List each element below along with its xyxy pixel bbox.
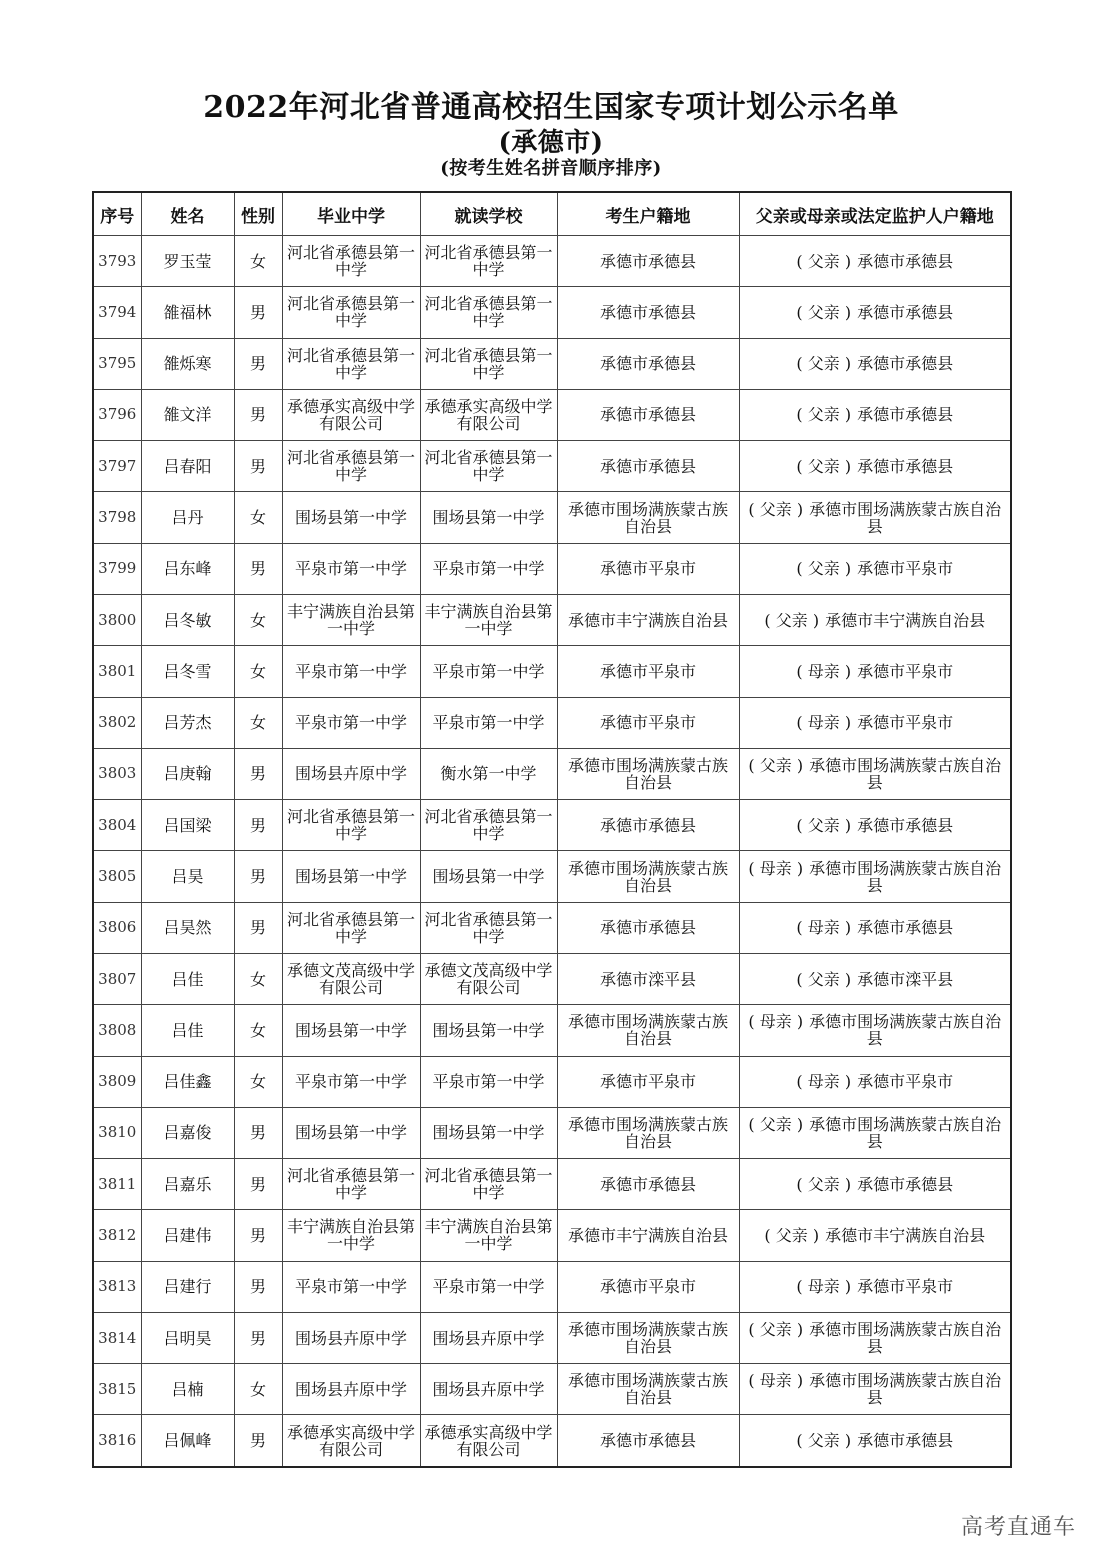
cell-current-school: 河北省承德县第一中学 — [420, 338, 557, 389]
table-row — [93, 748, 1011, 799]
cell-graduated-school: 河北省承德县第一中学 — [282, 236, 420, 287]
cell-name: 吕建行 — [141, 1261, 234, 1312]
cell-index: 3796 — [93, 389, 141, 440]
cell-hukou: 承德市承德县 — [557, 1159, 739, 1210]
cell-graduated-school: 河北省承德县第一中学 — [282, 800, 420, 851]
table-row — [93, 851, 1011, 902]
guardian-location: 承德市平泉市 — [857, 661, 954, 681]
cell-name: 吕明昊 — [141, 1312, 234, 1363]
cell-graduated-school: 河北省承德县第一中学 — [282, 902, 420, 953]
cell-index: 3795 — [93, 338, 141, 389]
guardian-location: 承德市丰宁满族自治县 — [825, 610, 986, 630]
header-index: 序号 — [93, 192, 141, 236]
cell-current-school: 平泉市第一中学 — [420, 646, 557, 697]
cell-current-school: 河北省承德县第一中学 — [420, 1159, 557, 1210]
cell-hukou: 承德市围场满族蒙古族自治县 — [557, 748, 739, 799]
table-row — [93, 1312, 1011, 1363]
cell-sex: 男 — [234, 1415, 282, 1467]
cell-name: 吕昊然 — [141, 902, 234, 953]
cell-graduated-school: 平泉市第一中学 — [282, 646, 420, 697]
cell-sex: 女 — [234, 1056, 282, 1107]
cell-hukou: 承德市围场满族蒙古族自治县 — [557, 492, 739, 543]
cell-hukou: 承德市围场满族蒙古族自治县 — [557, 1312, 739, 1363]
guardian-location: 承德市承德县 — [857, 1174, 954, 1194]
cell-guardian-hukou — [739, 1210, 1011, 1261]
page-subtitle-city: (承德市) — [498, 128, 604, 158]
cell-name: 罗玉莹 — [141, 236, 234, 287]
cell-guardian-hukou — [739, 543, 1011, 594]
cell-name: 雒福林 — [141, 287, 234, 338]
guardian-location: 承德市承德县 — [857, 354, 954, 374]
cell-hukou: 承德市滦平县 — [557, 953, 739, 1004]
cell-sex: 男 — [234, 1312, 282, 1363]
cell-guardian-hukou — [739, 646, 1011, 697]
guardian-relation: ( 父亲 ) — [796, 815, 852, 835]
cell-current-school: 承德承实高级中学有限公司 — [420, 389, 557, 440]
cell-index: 3793 — [93, 236, 141, 287]
cell-sex: 女 — [234, 697, 282, 748]
cell-name: 吕冬敏 — [141, 594, 234, 645]
guardian-location: 承德市围场满族蒙古族自治县 — [809, 499, 1002, 536]
cell-guardian-hukou — [739, 902, 1011, 953]
cell-index: 3810 — [93, 1107, 141, 1158]
guardian-location: 承德市平泉市 — [857, 1072, 954, 1092]
guardian-location: 承德市围场满族蒙古族自治县 — [809, 858, 1002, 895]
cell-sex: 男 — [234, 543, 282, 594]
cell-guardian-hukou — [739, 338, 1011, 389]
guardian-relation: ( 父亲 ) — [796, 251, 852, 271]
cell-name: 吕佩峰 — [141, 1415, 234, 1467]
cell-sex: 男 — [234, 851, 282, 902]
cell-index: 3813 — [93, 1261, 141, 1312]
guardian-location: 承德市围场满族蒙古族自治县 — [809, 1012, 1002, 1049]
guardian-relation: ( 父亲 ) — [748, 755, 804, 775]
cell-name: 雒烁寒 — [141, 338, 234, 389]
cell-current-school: 围场县卉原中学 — [420, 1364, 557, 1415]
cell-name: 吕楠 — [141, 1364, 234, 1415]
cell-index: 3815 — [93, 1364, 141, 1415]
guardian-relation: ( 父亲 ) — [796, 1431, 852, 1451]
cell-index: 3812 — [93, 1210, 141, 1261]
watermark: 高考直通车 — [960, 1515, 1076, 1540]
guardian-relation: ( 父亲 ) — [764, 610, 820, 630]
cell-graduated-school: 围场县第一中学 — [282, 492, 420, 543]
guardian-relation: ( 父亲 ) — [748, 499, 804, 519]
cell-name: 吕建伟 — [141, 1210, 234, 1261]
header-name: 姓名 — [141, 192, 234, 236]
cell-current-school: 承德文茂高级中学有限公司 — [420, 953, 557, 1004]
cell-graduated-school: 平泉市第一中学 — [282, 697, 420, 748]
cell-hukou: 承德市围场满族蒙古族自治县 — [557, 1364, 739, 1415]
cell-current-school: 围场县第一中学 — [420, 851, 557, 902]
cell-guardian-hukou — [739, 851, 1011, 902]
cell-index: 3804 — [93, 800, 141, 851]
cell-current-school: 围场县卉原中学 — [420, 1312, 557, 1363]
guardian-location: 承德市承德县 — [857, 918, 954, 938]
cell-graduated-school: 围场县第一中学 — [282, 851, 420, 902]
cell-hukou: 承德市平泉市 — [557, 1056, 739, 1107]
cell-name: 吕嘉乐 — [141, 1159, 234, 1210]
cell-current-school: 平泉市第一中学 — [420, 543, 557, 594]
table-row — [93, 1056, 1011, 1107]
guardian-relation: ( 父亲 ) — [796, 354, 852, 374]
table-row — [93, 1107, 1011, 1158]
guardian-location: 承德市围场满族蒙古族自治县 — [809, 1371, 1002, 1408]
guardian-relation: ( 母亲 ) — [748, 1012, 804, 1032]
guardian-relation: ( 父亲 ) — [748, 1320, 804, 1340]
guardian-relation: ( 父亲 ) — [796, 1174, 852, 1194]
cell-current-school: 围场县第一中学 — [420, 1005, 557, 1056]
cell-sex: 女 — [234, 236, 282, 287]
header-guardian-hukou: 父亲或母亲或法定监护人户籍地 — [739, 192, 1011, 236]
guardian-location: 承德市承德县 — [857, 456, 954, 476]
cell-index: 3807 — [93, 953, 141, 1004]
cell-sex: 女 — [234, 1005, 282, 1056]
cell-current-school: 丰宁满族自治县第一中学 — [420, 594, 557, 645]
guardian-relation: ( 母亲 ) — [748, 1371, 804, 1391]
cell-guardian-hukou — [739, 492, 1011, 543]
cell-guardian-hukou — [739, 1056, 1011, 1107]
cell-graduated-school: 围场县第一中学 — [282, 1005, 420, 1056]
table-row — [93, 1415, 1011, 1467]
cell-graduated-school: 平泉市第一中学 — [282, 1056, 420, 1107]
cell-index: 3809 — [93, 1056, 141, 1107]
guardian-location: 承德市围场满族蒙古族自治县 — [809, 755, 1002, 792]
cell-hukou: 承德市承德县 — [557, 338, 739, 389]
guardian-relation: ( 父亲 ) — [796, 405, 852, 425]
cell-guardian-hukou — [739, 389, 1011, 440]
cell-hukou: 承德市围场满族蒙古族自治县 — [557, 1005, 739, 1056]
cell-name: 吕佳鑫 — [141, 1056, 234, 1107]
roster-table — [92, 191, 1012, 1468]
cell-hukou: 承德市承德县 — [557, 902, 739, 953]
cell-name: 吕春阳 — [141, 441, 234, 492]
table-header-row — [93, 192, 1011, 236]
table-row — [93, 1261, 1011, 1312]
guardian-relation: ( 父亲 ) — [796, 302, 852, 322]
cell-guardian-hukou — [739, 1364, 1011, 1415]
cell-name: 吕昊 — [141, 851, 234, 902]
cell-current-school: 河北省承德县第一中学 — [420, 236, 557, 287]
page-title: 2022年河北省普通高校招生国家专项计划公示名单 — [203, 90, 899, 125]
cell-graduated-school: 围场县卉原中学 — [282, 1312, 420, 1363]
cell-guardian-hukou — [739, 1312, 1011, 1363]
cell-graduated-school: 承德文茂高级中学有限公司 — [282, 953, 420, 1004]
cell-name: 吕冬雪 — [141, 646, 234, 697]
guardian-relation: ( 母亲 ) — [796, 713, 852, 733]
cell-sex: 男 — [234, 902, 282, 953]
guardian-location: 承德市围场满族蒙古族自治县 — [809, 1320, 1002, 1357]
cell-guardian-hukou — [739, 287, 1011, 338]
cell-sex: 男 — [234, 1261, 282, 1312]
cell-hukou: 承德市承德县 — [557, 441, 739, 492]
cell-guardian-hukou — [739, 1107, 1011, 1158]
cell-index: 3799 — [93, 543, 141, 594]
table-row — [93, 594, 1011, 645]
cell-name: 吕丹 — [141, 492, 234, 543]
cell-current-school: 承德承实高级中学有限公司 — [420, 1415, 557, 1467]
cell-sex: 女 — [234, 492, 282, 543]
cell-graduated-school: 平泉市第一中学 — [282, 543, 420, 594]
cell-guardian-hukou — [739, 594, 1011, 645]
table-row — [93, 697, 1011, 748]
cell-guardian-hukou — [739, 1415, 1011, 1467]
cell-guardian-hukou — [739, 953, 1011, 1004]
cell-hukou: 承德市围场满族蒙古族自治县 — [557, 1107, 739, 1158]
table-row — [93, 236, 1011, 287]
cell-graduated-school: 丰宁满族自治县第一中学 — [282, 594, 420, 645]
cell-name: 吕嘉俊 — [141, 1107, 234, 1158]
header-current-school: 就读学校 — [420, 192, 557, 236]
cell-hukou: 承德市围场满族蒙古族自治县 — [557, 851, 739, 902]
table-row — [93, 389, 1011, 440]
cell-sex: 女 — [234, 594, 282, 645]
cell-current-school: 平泉市第一中学 — [420, 697, 557, 748]
cell-hukou: 承德市承德县 — [557, 287, 739, 338]
table-row — [93, 441, 1011, 492]
cell-hukou: 承德市承德县 — [557, 236, 739, 287]
cell-index: 3797 — [93, 441, 141, 492]
cell-index: 3794 — [93, 287, 141, 338]
cell-index: 3802 — [93, 697, 141, 748]
cell-current-school: 河北省承德县第一中学 — [420, 287, 557, 338]
cell-guardian-hukou — [739, 441, 1011, 492]
guardian-location: 承德市平泉市 — [857, 713, 954, 733]
cell-hukou: 承德市丰宁满族自治县 — [557, 594, 739, 645]
guardian-location: 承德市滦平县 — [857, 969, 954, 989]
guardian-location: 承德市平泉市 — [857, 559, 954, 579]
cell-sex: 男 — [234, 748, 282, 799]
guardian-relation: ( 父亲 ) — [796, 969, 852, 989]
cell-current-school: 河北省承德县第一中学 — [420, 441, 557, 492]
guardian-relation: ( 母亲 ) — [796, 918, 852, 938]
cell-name: 雒文洋 — [141, 389, 234, 440]
cell-guardian-hukou — [739, 748, 1011, 799]
cell-sex: 男 — [234, 1210, 282, 1261]
guardian-location: 承德市承德县 — [857, 302, 954, 322]
cell-graduated-school: 河北省承德县第一中学 — [282, 441, 420, 492]
guardian-location: 承德市丰宁满族自治县 — [825, 1225, 986, 1245]
table-row — [93, 338, 1011, 389]
cell-current-school: 衡水第一中学 — [420, 748, 557, 799]
guardian-location: 承德市承德县 — [857, 815, 954, 835]
cell-index: 3803 — [93, 748, 141, 799]
cell-hukou: 承德市平泉市 — [557, 1261, 739, 1312]
cell-hukou: 承德市丰宁满族自治县 — [557, 1210, 739, 1261]
guardian-location: 承德市平泉市 — [857, 1277, 954, 1297]
cell-hukou: 承德市平泉市 — [557, 543, 739, 594]
table-row — [93, 800, 1011, 851]
table-row — [93, 543, 1011, 594]
table-row — [93, 1364, 1011, 1415]
cell-sex: 男 — [234, 441, 282, 492]
cell-index: 3801 — [93, 646, 141, 697]
cell-current-school: 平泉市第一中学 — [420, 1261, 557, 1312]
cell-sex: 男 — [234, 389, 282, 440]
cell-graduated-school: 承德承实高级中学有限公司 — [282, 1415, 420, 1467]
cell-current-school: 围场县第一中学 — [420, 1107, 557, 1158]
cell-graduated-school: 平泉市第一中学 — [282, 1261, 420, 1312]
table-body — [93, 236, 1011, 1468]
cell-hukou: 承德市承德县 — [557, 389, 739, 440]
cell-guardian-hukou — [739, 236, 1011, 287]
guardian-relation: ( 母亲 ) — [796, 1072, 852, 1092]
cell-graduated-school: 丰宁满族自治县第一中学 — [282, 1210, 420, 1261]
cell-name: 吕庚翰 — [141, 748, 234, 799]
guardian-relation: ( 母亲 ) — [796, 1277, 852, 1297]
table-row — [93, 953, 1011, 1004]
cell-name: 吕东峰 — [141, 543, 234, 594]
cell-name: 吕佳 — [141, 953, 234, 1004]
table-row — [93, 287, 1011, 338]
cell-graduated-school: 河北省承德县第一中学 — [282, 338, 420, 389]
cell-current-school: 平泉市第一中学 — [420, 1056, 557, 1107]
cell-sex: 男 — [234, 800, 282, 851]
table-row — [93, 902, 1011, 953]
cell-graduated-school: 河北省承德县第一中学 — [282, 287, 420, 338]
cell-sex: 男 — [234, 1159, 282, 1210]
cell-guardian-hukou — [739, 1261, 1011, 1312]
cell-sex: 女 — [234, 646, 282, 697]
cell-name: 吕芳杰 — [141, 697, 234, 748]
cell-hukou: 承德市平泉市 — [557, 697, 739, 748]
cell-current-school: 丰宁满族自治县第一中学 — [420, 1210, 557, 1261]
cell-sex: 女 — [234, 1364, 282, 1415]
cell-hukou: 承德市承德县 — [557, 800, 739, 851]
guardian-relation: ( 父亲 ) — [748, 1114, 804, 1134]
cell-guardian-hukou — [739, 1159, 1011, 1210]
cell-index: 3808 — [93, 1005, 141, 1056]
guardian-relation: ( 母亲 ) — [796, 661, 852, 681]
table-row — [93, 1005, 1011, 1056]
table-row — [93, 1159, 1011, 1210]
cell-name: 吕佳 — [141, 1005, 234, 1056]
header-sex: 性别 — [234, 192, 282, 236]
cell-name: 吕国梁 — [141, 800, 234, 851]
guardian-location: 承德市承德县 — [857, 251, 954, 271]
cell-hukou: 承德市承德县 — [557, 1415, 739, 1467]
cell-guardian-hukou — [739, 697, 1011, 748]
cell-sex: 男 — [234, 1107, 282, 1158]
guardian-relation: ( 父亲 ) — [796, 559, 852, 579]
cell-guardian-hukou — [739, 1005, 1011, 1056]
guardian-relation: ( 父亲 ) — [796, 456, 852, 476]
cell-index: 3798 — [93, 492, 141, 543]
guardian-location: 承德市承德县 — [857, 405, 954, 425]
cell-index: 3800 — [93, 594, 141, 645]
cell-index: 3814 — [93, 1312, 141, 1363]
cell-graduated-school: 围场县卉原中学 — [282, 748, 420, 799]
cell-hukou: 承德市平泉市 — [557, 646, 739, 697]
cell-current-school: 河北省承德县第一中学 — [420, 800, 557, 851]
cell-guardian-hukou — [739, 800, 1011, 851]
table-row — [93, 646, 1011, 697]
header-hukou: 考生户籍地 — [557, 192, 739, 236]
guardian-relation: ( 父亲 ) — [764, 1225, 820, 1245]
cell-sex: 男 — [234, 287, 282, 338]
cell-sex: 女 — [234, 953, 282, 1004]
guardian-location: 承德市围场满族蒙古族自治县 — [809, 1114, 1002, 1151]
cell-graduated-school: 围场县第一中学 — [282, 1107, 420, 1158]
cell-index: 3816 — [93, 1415, 141, 1467]
cell-graduated-school: 承德承实高级中学有限公司 — [282, 389, 420, 440]
guardian-relation: ( 母亲 ) — [748, 858, 804, 878]
cell-sex: 男 — [234, 338, 282, 389]
cell-current-school: 围场县第一中学 — [420, 492, 557, 543]
header-graduated-school: 毕业中学 — [282, 192, 420, 236]
cell-index: 3811 — [93, 1159, 141, 1210]
cell-current-school: 河北省承德县第一中学 — [420, 902, 557, 953]
table-row — [93, 1210, 1011, 1261]
table-row — [93, 492, 1011, 543]
page-subtitle-sort-note: (按考生姓名拼音顺序排序) — [440, 158, 662, 179]
cell-graduated-school: 围场县卉原中学 — [282, 1364, 420, 1415]
cell-index: 3805 — [93, 851, 141, 902]
cell-graduated-school: 河北省承德县第一中学 — [282, 1159, 420, 1210]
cell-index: 3806 — [93, 902, 141, 953]
guardian-location: 承德市承德县 — [857, 1431, 954, 1451]
